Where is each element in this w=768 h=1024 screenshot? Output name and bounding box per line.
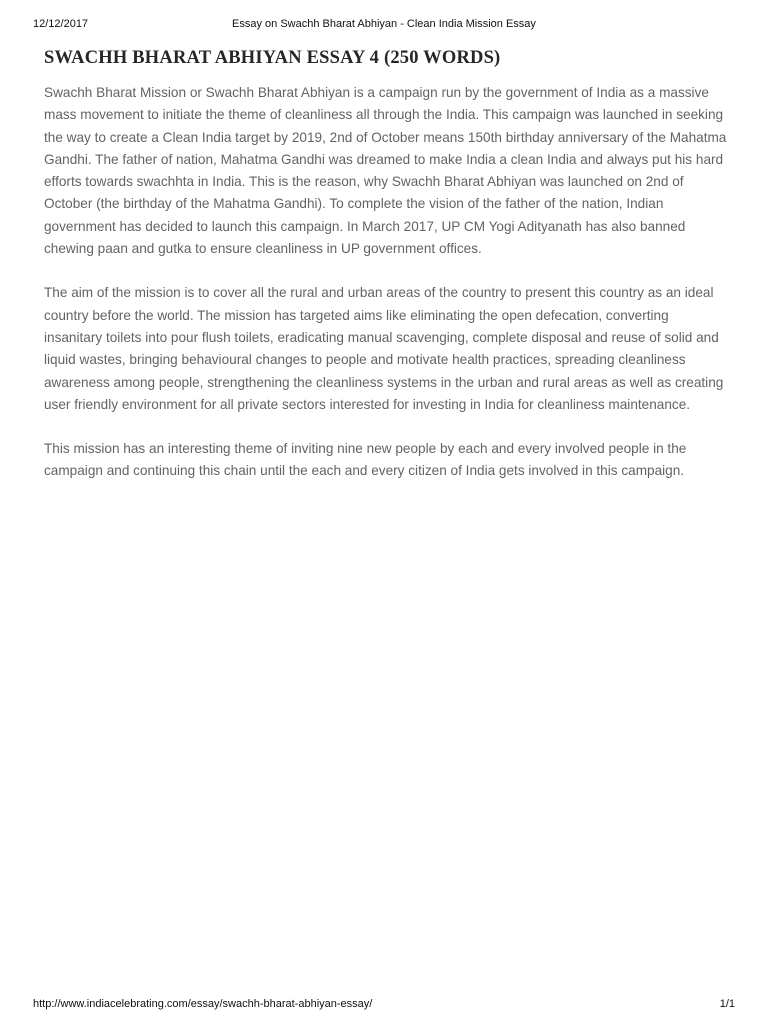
essay-paragraph-1: Swachh Bharat Mission or Swachh Bharat Abhiyan is a campaign run by the government of India as a massive mass movement to initiate the theme of cleanliness all through the India. This campaign was launched in seeking the way to create a Clean India target by 2019, 2nd of October means 150th birthday anniversary of the Mahatma Gandhi. The father of nation, Mahatma Gandhi was dreamed to make India a clean India and always put his hard efforts towards swachhta in India. This is the reason, why Swachh Bharat Abhiyan was launched on 2nd of October (the birthday of the Mahatma Gandhi). To complete the vision of the father of the nation, Indian government has decided to launch this campaign. In March 2017, UP CM Yogi Adityanath has also banned chewing paan and gutka to ensure cleanliness in UP government offices. — [44, 85, 727, 257]
print-page-title: Essay on Swachh Bharat Abhiyan - Clean India Mission Essay — [232, 18, 536, 30]
print-footer — [33, 997, 735, 1011]
essay-paragraph-2: The aim of the mission is to cover all the rural and urban areas of the country to present this country as an ideal country before the world. The mission has targeted aims like eliminating the open defecation, converting insanitary toilets into pour flush toilets, eradicating manual scavenging, complete disposal and reuse of solid and liquid wastes, bringing behavioural changes to people and motivate health practices, spreading cleanliness awareness among people, strengthening the cleanliness systems in the urban and rural areas as well as creating user friendly environment for all private sectors interested for investing in India for cleanliness maintenance. — [44, 285, 724, 412]
article-content — [44, 46, 728, 505]
essay-heading: SWACHH BHARAT ABHIYAN ESSAY 4 (250 WORDS) — [44, 48, 501, 68]
source-url-link[interactable]: http://www.indiacelebrating.com/essay/swachh-bharat-abhiyan-essay/ — [33, 998, 373, 1010]
essay-paragraph-3: This mission has an interesting theme of inviting nine new people by each and every involved people in the campaign and continuing this chain until the each and every citizen of India gets involved in this campaign. — [44, 441, 687, 479]
print-header — [33, 17, 735, 31]
print-date: 12/12/2017 — [33, 18, 89, 30]
page-number: 1/1 — [719, 998, 735, 1010]
